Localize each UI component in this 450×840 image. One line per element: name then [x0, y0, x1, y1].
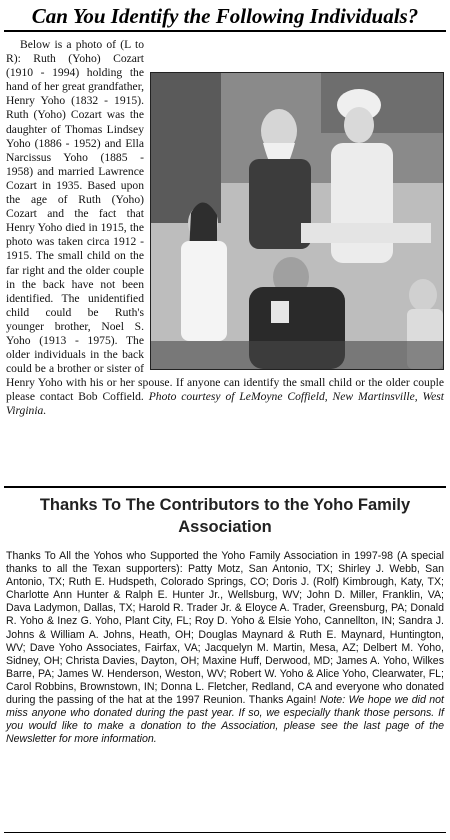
section-divider [4, 486, 446, 488]
article-body: Below is a photo of (L to R): Ruth (Yoho) Cozart (1910 - 1994) holding the hand of her great grandfather, Henry Yoho (1832 - 1915). Ruth (Yoho) Cozart was the daughter of Thomas Lindsey Yoho (1886 - 1952) and Ella Narcissus Yoho (1885 - 1958) and married Lawrence Cozart in 1935. Based upon the age of Ruth (Yoho) Cozart and the fact that Henry Yoho died in 1915, the photo was taken circa 1912 - 1915. The small child on the far right and the older couple in the back have not been identified. The unidentified child could be Ruth's younger brother, Noel S. Yoho (1913 - 1975). The older individuals in the back could be a brother or sister of Henry Yoho with his or her spouse. If anyone can identify the small child or the older couple please contact Bob Coffield. [6, 38, 444, 404]
article [6, 38, 444, 482]
thanks-note: Note: We hope we did not miss anyone who donated during the past year. If so, we especially thank those persons. If you would like to make a donation to the Association, please see the last page of the Newsletter for more information. [6, 694, 445, 746]
bottom-rule [4, 832, 446, 833]
headline: Can You Identify the Following Individuals? [4, 2, 446, 32]
thanks-paragraph [6, 550, 444, 826]
photo-credit: Photo courtesy of LeMoyne Coffield, New Martinsville, West Virginia. [6, 390, 444, 418]
thanks-body: Thanks To All the Yohos who Supported the Yoho Family Association in 1997-98 (A special thanks to all the Texan supporters): Patty Motz, San Antonio, TX; Shirley J. Webb, San Antonio, TX; Ruth E. Hudspeth, Colorado Springs, CO; Doris J. (Rolf) Kimbrough, Katy, TX; Charlotte Ann Hunter & Ralph E. Hunter Jr., Wellsburg, WV; John D. Miller, Franklin, VA; Dava Ladymon, Dallas, TX; Harold R. Trader Jr. & Eloyce A. Trader, Greensburg, PA; Donald R. Yoho & Inez G. Yoho, Plant City, FL; Roy D. Yoho & Elsie Yoho, Cannellton, IN; Sandra J. Johns & William A. Johns, Heath, OH; Douglas Maynard & Ruth E. Maynard, Huntington, WV; Dave Yoho Associates, Fairfax, VA; Jacquelyn M. Martin, Mesa, AZ; Delbert M. Yoho, Sidney, OH; Christa Davies, Dayton, OH; Maxine Huff, Derwood, MD; James A. Yoho, Wilkes Barre, PA; James W. Henderson, Weston, WV; Robert W. Yoho & Alice Yoho, Clearwater, FL; Carol Robbins, Brownstown, IN; Donna L. Fletcher, Redland, CA and everyone who donated during the passing of the hat at the 1997 Reunion. Thanks Again! [6, 550, 444, 707]
section-title: Thanks To The Contributors to the Yoho Family Association [39, 496, 411, 536]
historic-family-photo [150, 72, 444, 370]
